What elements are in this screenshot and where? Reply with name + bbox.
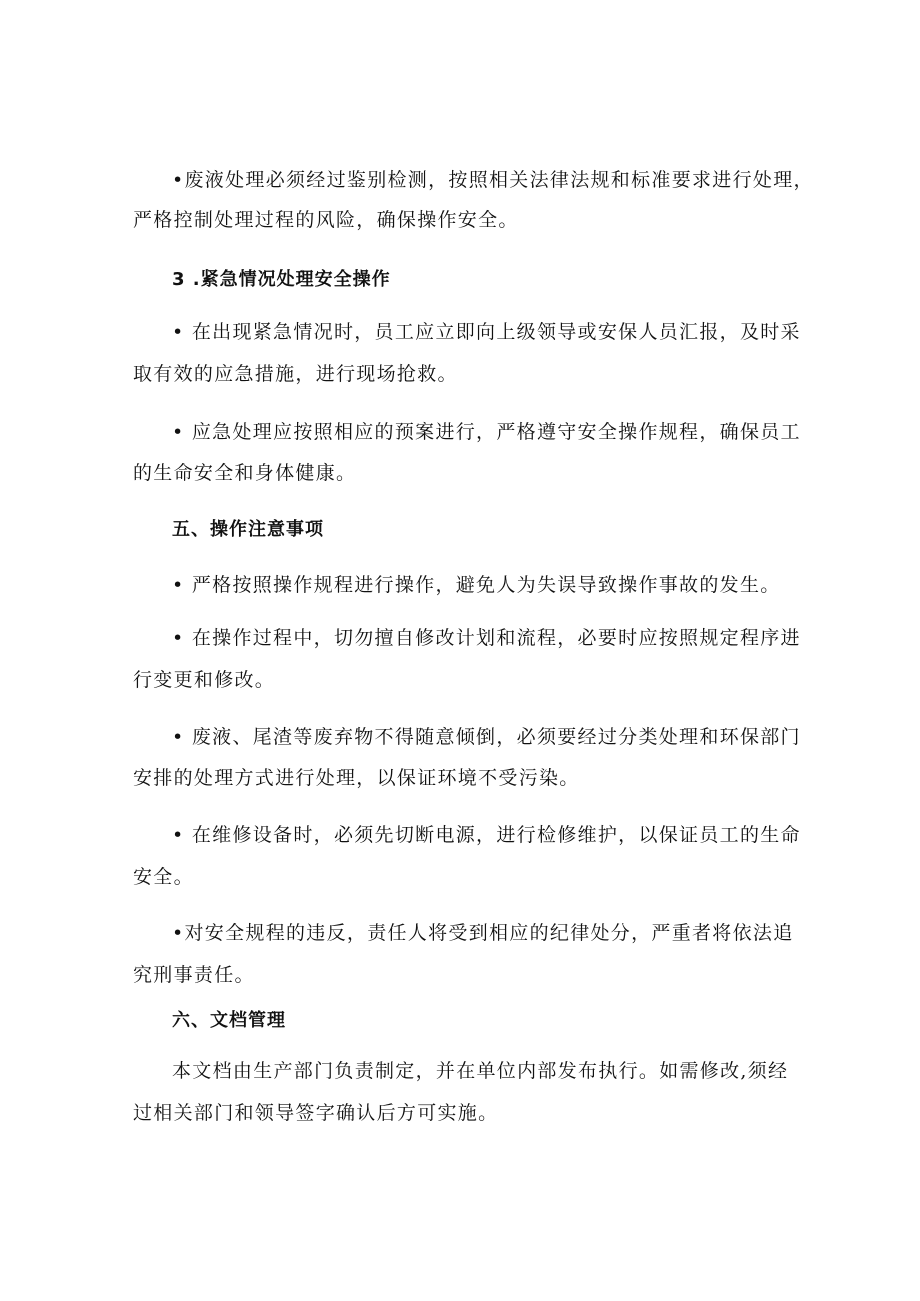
paragraph-document-owner-line2: 过相关部门和领导签字确认后方可实施。 (133, 1102, 499, 1124)
paragraph-waste-liquid-line2: 严格控制处理过程的风险，确保操作安全。 (133, 209, 519, 231)
section-heading-emergency: 3 .紧急情况处理安全操作 (172, 269, 391, 290)
paragraph-maintenance-line2: 安全。 (133, 866, 194, 888)
paragraph-emergency-plan-line2: 的生命安全和身体健康。 (133, 462, 357, 484)
paragraph-no-modification-line2: 行变更和修改。 (133, 669, 276, 691)
paragraph-waste-disposal-line1: • 废液、尾渣等废弃物不得随意倾倒，必须要经过分类处理和环保部门 (172, 726, 801, 748)
paragraph-emergency-plan-line1: • 应急处理应按照相应的预案进行，严格遵守安全操作规程，确保员工 (172, 421, 801, 443)
paragraph-violation-line1: •对安全规程的违反，责任人将受到相应的纪律处分，严重者将依法追 (172, 922, 794, 944)
paragraph-no-modification-line1: • 在操作过程中，切勿擅自修改计划和流程，必要时应按照规定程序进 (172, 627, 801, 649)
paragraph-emergency-report-line1: • 在出现紧急情况时，员工应立即向上级领导或安保人员汇报，及时采 (172, 321, 801, 343)
section-heading-document-management: 六、文档管理 (172, 1010, 286, 1031)
paragraph-waste-disposal-line2: 安排的处理方式进行处理，以保证环境不受污染。 (133, 767, 580, 789)
paragraph-waste-liquid-line1: •废液处理必须经过鉴别检测，按照相关法律法规和标准要求进行处理， (172, 169, 814, 191)
section-heading-precautions: 五、操作注意事项 (172, 519, 324, 540)
paragraph-violation-line2: 究刑事责任。 (133, 964, 255, 986)
paragraph-emergency-report-line2: 取有效的应急措施，进行现场抢救。 (133, 363, 458, 385)
paragraph-document-owner-line1: 本文档由生产部门负责制定，并在单位内部发布执行。如需修改,须经 (172, 1060, 789, 1082)
paragraph-follow-rules-line1: • 严格按照操作规程进行操作，避免人为失误导致操作事故的发生。 (172, 574, 781, 596)
paragraph-maintenance-line1: • 在维修设备时，必须先切断电源，进行检修维护，以保证员工的生命 (172, 824, 801, 846)
